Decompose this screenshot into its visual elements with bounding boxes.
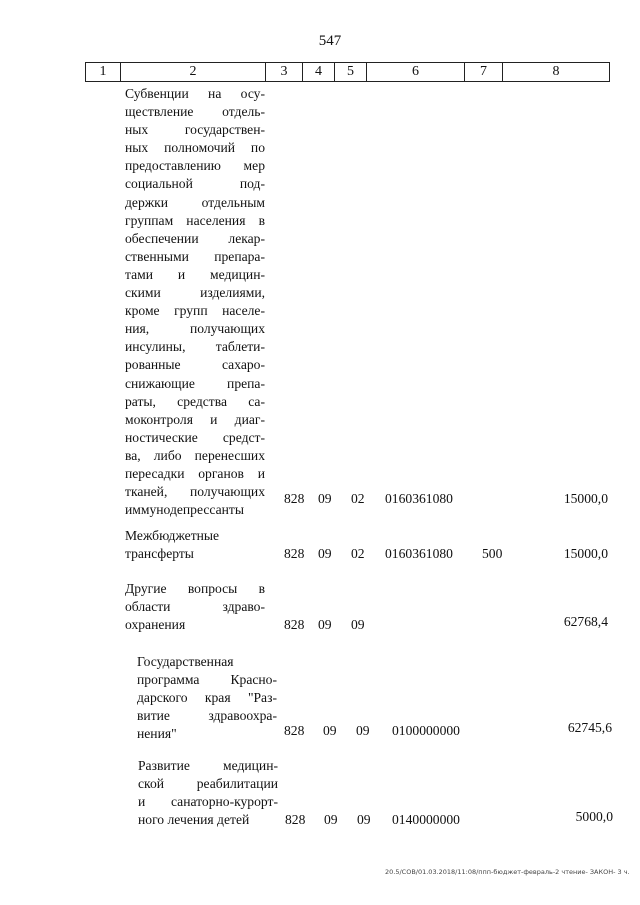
page-number: 547 bbox=[318, 33, 342, 49]
description-line: программа Красно- bbox=[137, 672, 277, 688]
description-line: социальной под- bbox=[125, 176, 265, 192]
row-5-pr: 09 bbox=[357, 812, 371, 827]
row-3-pr: 09 bbox=[351, 617, 365, 632]
row-1-csr: 0160361080 bbox=[385, 491, 453, 506]
header-col-5: 5 bbox=[334, 62, 366, 82]
row-4-csr: 0100000000 bbox=[392, 723, 460, 738]
row-5-grbs: 828 bbox=[285, 812, 306, 827]
row-4-amount: 62745,6 bbox=[567, 720, 612, 735]
row-3-amount: 62768,4 bbox=[563, 614, 608, 629]
header-col-7: 7 bbox=[464, 62, 502, 82]
header-col-1: 1 bbox=[85, 62, 120, 82]
description-line: ного лечения детей bbox=[138, 812, 250, 828]
description-line: трансферты bbox=[125, 546, 194, 562]
description-line: нения" bbox=[137, 726, 177, 742]
row-4-grbs: 828 bbox=[284, 723, 305, 738]
description-line: раты, средства са- bbox=[125, 393, 265, 409]
header-col-2: 2 bbox=[120, 62, 265, 82]
description-line: Межбюджетные bbox=[125, 528, 220, 543]
description-line: Субвенции на осу- bbox=[125, 86, 265, 101]
description-line: пересадки органов и bbox=[125, 465, 265, 481]
row-3-grbs: 828 bbox=[284, 617, 305, 632]
header-col-8: 8 bbox=[502, 62, 610, 82]
description-line: ных полномочий по bbox=[125, 140, 265, 156]
row-3-rz: 09 bbox=[318, 617, 332, 632]
description-line: Государственная bbox=[137, 654, 234, 669]
row-1-pr: 02 bbox=[351, 491, 365, 506]
description-line: кроме групп населе- bbox=[125, 303, 265, 319]
description-line: ных государствен- bbox=[125, 122, 265, 138]
row-5-rz: 09 bbox=[324, 812, 338, 827]
description-line: моконтроля и диаг- bbox=[125, 411, 265, 427]
description-line: дарского края "Раз- bbox=[137, 690, 277, 706]
footer-filepath: 20.5/СОВ/01.03.2018/11:08/ппп-бюджет-февраль-2 чтение- ЗАКОН- 3 ч. bbox=[385, 868, 630, 876]
row-4-description bbox=[137, 653, 277, 743]
row-5-amount: 5000,0 bbox=[575, 809, 613, 824]
description-line: Развитие медицин- bbox=[138, 758, 278, 773]
row-5-csr: 0140000000 bbox=[392, 812, 460, 827]
description-line: рованные сахаро- bbox=[125, 357, 265, 373]
description-line: группам населения в bbox=[125, 212, 265, 228]
row-1-rz: 09 bbox=[318, 491, 332, 506]
description-line: витие здравоохра- bbox=[137, 708, 277, 724]
description-line: охранения bbox=[125, 617, 186, 633]
row-3-description bbox=[125, 580, 265, 634]
description-line: области здраво- bbox=[125, 599, 265, 615]
description-line: инсулины, таблети- bbox=[125, 339, 265, 355]
description-line: скими изделиями, bbox=[125, 285, 265, 301]
row-1-amount: 15000,0 bbox=[563, 491, 608, 506]
description-line: ностические средст- bbox=[125, 429, 265, 445]
row-2-pr: 02 bbox=[351, 546, 365, 561]
header-col-4: 4 bbox=[302, 62, 334, 82]
row-2-amount: 15000,0 bbox=[563, 546, 608, 561]
description-line: тами и медицин- bbox=[125, 266, 265, 282]
row-5-description bbox=[138, 757, 278, 829]
description-line: ственными препара- bbox=[125, 248, 265, 264]
description-line: тканей, получающих bbox=[125, 484, 265, 500]
description-line: и санаторно-курорт- bbox=[138, 794, 278, 810]
row-4-rz: 09 bbox=[323, 723, 337, 738]
description-line: предоставлению мер bbox=[125, 158, 265, 174]
row-1-grbs: 828 bbox=[284, 491, 305, 506]
header-col-6: 6 bbox=[366, 62, 464, 82]
row-1-description bbox=[125, 85, 265, 519]
row-2-rz: 09 bbox=[318, 546, 332, 561]
description-line: ской реабилитации bbox=[138, 776, 278, 792]
row-2-description bbox=[125, 527, 265, 563]
description-line: Другие вопросы в bbox=[125, 581, 265, 596]
description-line: ва, либо перенесших bbox=[125, 447, 265, 463]
description-line: держки отдельным bbox=[125, 194, 265, 210]
description-line: ния, получающих bbox=[125, 321, 265, 337]
row-2-grbs: 828 bbox=[284, 546, 305, 561]
row-2-vr: 500 bbox=[482, 546, 503, 561]
description-line: иммунодепрессанты bbox=[125, 502, 244, 518]
row-4-pr: 09 bbox=[356, 723, 370, 738]
description-line: снижающие препа- bbox=[125, 375, 265, 391]
description-line: ществление отдель- bbox=[125, 104, 265, 120]
header-col-3: 3 bbox=[265, 62, 302, 82]
row-2-csr: 0160361080 bbox=[385, 546, 453, 561]
description-line: обеспечении лекар- bbox=[125, 230, 265, 246]
